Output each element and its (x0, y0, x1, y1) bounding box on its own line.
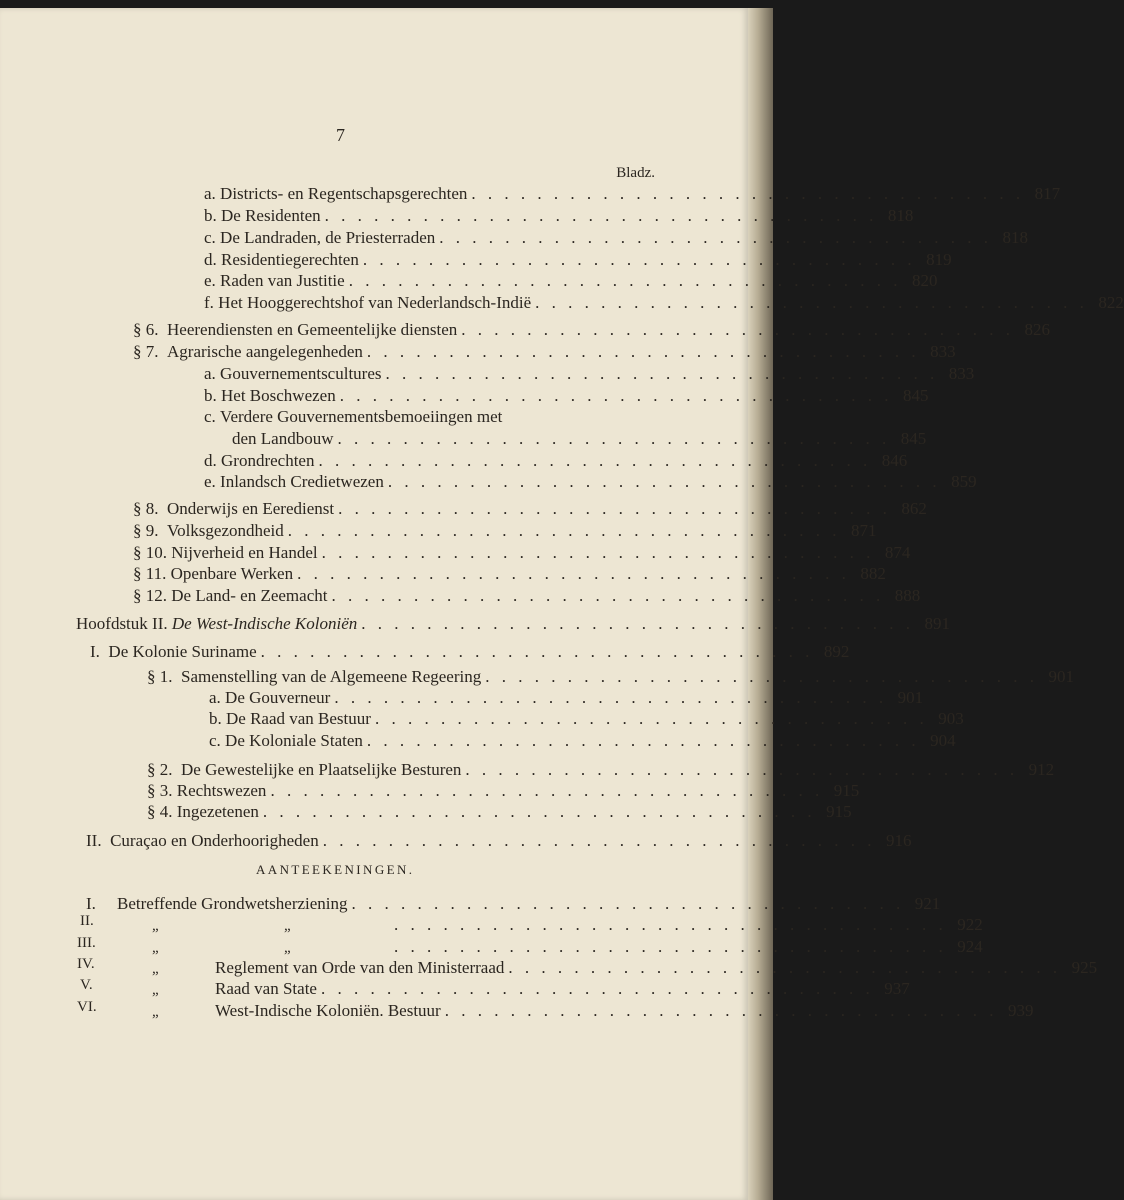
annotation-entry: . . . . . . . . . . . . . . . . . . . . . . . . . . . . . . . . . . 922 (394, 915, 983, 934)
ditto-mark: „ (152, 1004, 159, 1020)
toc-entry: e. Raden van Justitie . . . . . . . . . . . . . . . . . . . . . . . . . . . . . . . . . . 820 (204, 271, 938, 290)
toc-entry: a. De Gouverneur . . . . . . . . . . . . . . . . . . . . . . . . . . . . . . . . . . 901 (209, 688, 924, 707)
annotations-heading: AANTEEKENINGEN. (256, 862, 415, 877)
chapter-heading: Hoofdstuk II. De West-Indische Koloniën . . . . . . . . . . . . . . . . . . . . . . . . . . . . . . . . . . 891 (76, 614, 950, 633)
toc-entry: d. Grondrechten . . . . . . . . . . . . . . . . . . . . . . . . . . . . . . . . . . 846 (204, 451, 908, 470)
page-number: 7 (336, 125, 345, 145)
toc-entry: b. Het Boschwezen . . . . . . . . . . . . . . . . . . . . . . . . . . . . . . . . . . 845 (204, 386, 929, 405)
ditto-mark: „ (152, 961, 159, 977)
toc-entry: I. De Kolonie Suriname . . . . . . . . . . . . . . . . . . . . . . . . . . . . . . . . . . 892 (90, 642, 850, 661)
annotation-number: IV. (77, 956, 95, 972)
toc-entry: d. Residentiegerechten . . . . . . . . . . . . . . . . . . . . . . . . . . . . . . . . . . 819 (204, 250, 952, 269)
toc-entry: § 11. Openbare Werken . . . . . . . . . . . . . . . . . . . . . . . . . . . . . . . . . . 882 (133, 564, 886, 583)
toc-entry: a. Districts- en Regentschapsgerechten . . . . . . . . . . . . . . . . . . . . . . . . . . . . . . . . . . 817 (204, 184, 1061, 203)
annotation-entry: Reglement van Orde van den Ministerraad . . . . . . . . . . . . . . . . . . . . . . . . . . . . . . . . . . 925 (215, 958, 1098, 977)
annotation-entry: I. Betreffende Grondwetsherziening . . . . . . . . . . . . . . . . . . . . . . . . . . . . . . . . . . 921 (86, 894, 941, 913)
ditto-mark: „ (152, 940, 159, 956)
ditto-mark: „ (152, 918, 159, 934)
annotation-number: II. (80, 913, 94, 929)
toc-entry: § 8. Onderwijs en Eeredienst . . . . . . . . . . . . . . . . . . . . . . . . . . . . . . . . . . 862 (133, 499, 927, 518)
toc-entry: den Landbouw . . . . . . . . . . . . . . . . . . . . . . . . . . . . . . . . . . 845 (232, 429, 927, 448)
toc-entry: § 7. Agrarische aangelegenheden . . . . . . . . . . . . . . . . . . . . . . . . . . . . . . . . . . 833 (133, 342, 956, 361)
toc-entry: § 2. De Gewestelijke en Plaatselijke Besturen . . . . . . . . . . . . . . . . . . . . . . . . . . . . . . . . . . 912 (147, 760, 1055, 779)
toc-entry: f. Het Hooggerechtshof van Nederlandsch-Indië . . . . . . . . . . . . . . . . . . . . . . . . . . . . . . . . . . 822 (204, 293, 1124, 312)
toc-entry: § 4. Ingezetenen . . . . . . . . . . . . . . . . . . . . . . . . . . . . . . . . . . 915 (147, 802, 852, 821)
toc-entry: § 3. Rechtswezen . . . . . . . . . . . . . . . . . . . . . . . . . . . . . . . . . . 915 (147, 781, 860, 800)
toc-entry: § 1. Samenstelling van de Algemeene Regeering . . . . . . . . . . . . . . . . . . . . . . . . . . . . . . . . . . 901 (147, 667, 1074, 686)
annotation-number: III. (77, 935, 96, 951)
toc-entry: b. De Raad van Bestuur . . . . . . . . . . . . . . . . . . . . . . . . . . . . . . . . . . 903 (209, 709, 964, 728)
ditto-mark: „ (152, 982, 159, 998)
toc-entry: II. Curaçao en Onderhoorigheden . . . . . . . . . . . . . . . . . . . . . . . . . . . . . . . . . . 916 (86, 831, 912, 850)
toc-entry: § 9. Volksgezondheid . . . . . . . . . . . . . . . . . . . . . . . . . . . . . . . . . . 871 (133, 521, 877, 540)
toc-entry: c. De Koloniale Staten . . . . . . . . . . . . . . . . . . . . . . . . . . . . . . . . . . 904 (209, 731, 956, 750)
annotation-number: VI. (77, 999, 97, 1015)
bladz-header: Bladz. (616, 165, 655, 181)
toc-entry: § 6. Heerendiensten en Gemeentelijke diensten . . . . . . . . . . . . . . . . . . . . . . . . . . . . . . . . . . 826 (133, 320, 1051, 339)
toc-entry: § 10. Nijverheid en Handel . . . . . . . . . . . . . . . . . . . . . . . . . . . . . . . . . . 874 (133, 543, 911, 562)
annotation-entry: . . . . . . . . . . . . . . . . . . . . . . . . . . . . . . . . . . 924 (394, 937, 983, 956)
annotation-entry: West-Indische Koloniën. Bestuur . . . . . . . . . . . . . . . . . . . . . . . . . . . . . . . . . . 939 (215, 1001, 1034, 1020)
toc-entry: a. Gouvernementscultures . . . . . . . . . . . . . . . . . . . . . . . . . . . . . . . . . . 833 (204, 364, 975, 383)
toc-entry-multiline: c. Verdere Gouvernementsbemoeiingen met (204, 407, 503, 426)
ditto-mark: „ (284, 918, 291, 934)
ditto-mark: „ (284, 940, 291, 956)
annotation-number: V. (80, 977, 93, 993)
toc-entry: e. Inlandsch Credietwezen . . . . . . . . . . . . . . . . . . . . . . . . . . . . . . . . . . 859 (204, 472, 977, 491)
toc-entry: c. De Landraden, de Priesterraden . . . . . . . . . . . . . . . . . . . . . . . . . . . . . . . . . . 818 (204, 228, 1029, 247)
toc-entry: § 12. De Land- en Zeemacht . . . . . . . . . . . . . . . . . . . . . . . . . . . . . . . . . . 888 (133, 586, 921, 605)
toc-entry: b. De Residenten . . . . . . . . . . . . . . . . . . . . . . . . . . . . . . . . . . 818 (204, 206, 914, 225)
annotation-entry: Raad van State . . . . . . . . . . . . . . . . . . . . . . . . . . . . . . . . . . 937 (215, 979, 910, 998)
